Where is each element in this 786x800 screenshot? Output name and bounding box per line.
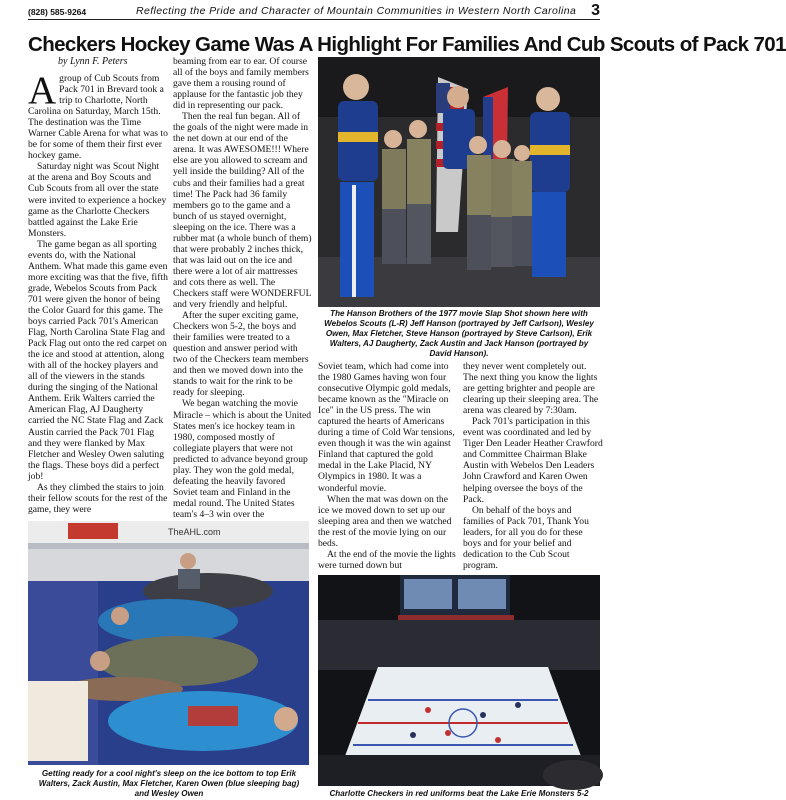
column-1 (28, 69, 168, 515)
paragraph: beaming from ear to ear. Of course all of the boys and family members gave them a rousing round of applause for the fantastic job they did in representing our pack. (173, 56, 309, 112)
paragraph: they never went completely out. The next thing you know the lights are getting brighter and people are clearing up their sleeping area. The arena was cleared by 7:30am. (463, 361, 599, 417)
column-4 (463, 361, 603, 571)
paragraph: On behalf of the boys and families of Pack 701, Thank You leaders, for all you do for these boys and for your belief and dedication to the Cub Scout program. (463, 504, 589, 571)
board-ad-text: TheAHL.com (168, 527, 221, 537)
caption-arena-game: Charlotte Checkers in red uniforms beat the Lake Erie Monsters 5-2 (329, 789, 589, 798)
header-tagline: Reflecting the Pride and Character of Mountain Communities in Western North Carolina (136, 5, 577, 17)
page-header (28, 2, 600, 20)
paragraph: We began watching the movie Miracle – which is about the United States men's ice hockey team in 1980, composed mostly of collegiate players that were not predicted to advance beyond group play. They won the gold medal, defeating the heavily favored Soviet team and Finland in the medal round. The United States team's 4–3 win over the (173, 398, 312, 520)
paragraph: group of Cub Scouts from Pack 701 in Brevard took a trip to Charlotte, North Carolina on Saturday, March 15th. The destination was the Time Warner Cable Arena for what was to be for some of them their first ever hockey game. (28, 73, 168, 162)
paragraph: Soviet team, which had come into the 1980 Games having won four consecutive Olympic gold medals, became known as the "Miracle on Ice" in the US press. The win captured the hearts of Americans during a time of Cold War tensions, even though it was the win against Finland that captured the gold medal in the Lake Placid, NY Olympics in 1980. It was a wonderful movie. (318, 361, 455, 494)
photo-sleeping-on-ice-image (28, 521, 309, 765)
photo-hanson-brothers (318, 57, 600, 307)
paragraph: When the mat was down on the ice we moved down to set up our sleeping area and then we watched the rest of the movie lying on our beds. (318, 493, 452, 549)
caption-sleeping-on-ice: Getting ready for a cool night's sleep on the ice bottom to top Erik Walters, Zack Austin, Max Fletcher, Karen Owen (blue sleeping bag) and Wesley Owen (38, 769, 300, 798)
paragraph: Pack 701's participation in this event was coordinated and led by Tiger Den Leader Heather Crawford and Committee Chairman Blake Austin with Webelos Den Leaders John Crawford and Karen Owen helping oversee the boys of the Pack. (463, 416, 603, 505)
photo-arena-game (318, 575, 600, 786)
column-2 (173, 56, 312, 520)
page-number: 3 (591, 2, 600, 19)
paragraph: After the super exciting game, Checkers won 5-2, the boys and their families were treated to a question and answer period with two of the Checkers team members and then we moved down into the stands to wait for the rink to be ready for sleeping. (173, 310, 309, 399)
photo-sleeping-on-ice (28, 521, 309, 765)
paragraph: At the end of the movie the lights were turned down but (318, 548, 456, 571)
column-3 (318, 361, 458, 571)
photo-hanson-brothers-image (318, 57, 600, 307)
paragraph: Saturday night was Scout Night at the arena and Boy Scouts and Cub Scouts from all over the state were invited to experience a hockey game as the Charlotte Checkers battled against the Lake Erie Monsters. (28, 161, 167, 239)
paragraph: Then the real fun began. All of the goals of the night were made in the net down at our end of the arena. It was AWESOME!!! Where else are you allowed to scream and yell inside the building? All of the cubs and their families had a great time! The Pack had 36 family members go to the game and a bunch of us stayed overnight, sleeping on the ice. There was a rubber mat (a whole bunch of them) that were probably 2 inches thick, that was laid out on the ice and there were a lot of air mattresses and cots there as well. The Checkers staff were WONDERFUL and very friendly and helpful. (173, 111, 312, 311)
headline: Checkers Hockey Game Was A Highlight For Families And Cub Scouts of Pack 701 (28, 33, 786, 56)
byline: by Lynn F. Peters (58, 56, 128, 67)
drop-cap: A (28, 69, 57, 112)
header-phone: (828) 585-9264 (28, 7, 87, 17)
caption-hanson-brothers: The Hanson Brothers of the 1977 movie Slap Shot shown here with Webelos Scouts (L-R) Jeff Hanson (portrayed by Jeff Carlson), Wesley Owen, Max Fletcher, Steve Hanson (portrayed by Steve Carlson), Erik Walters, AJ Daugherty, Zack Austin and Jack Hanson (portrayed by David Hanson). (324, 309, 594, 358)
paragraph: The game began as all sporting events do, with the National Anthem. What made this game even more exciting was that the five, fifth grade, Webelos Scouts from Pack 701 were given the honor of being the Color Guard for this game. The boys carried Pack 701's American Flag, North Carolina State Flag and Pack Flag out onto the red carpet on the ice and stood at attention, along with all of the hockey players and all of the viewers in the stands during the singing of the National Anthem. Erik Walters carried the American Flag, AJ Daugherty carried the NC State Flag and Zack Austin carried the Pack 701 Flag and they were flanked by Max Fletcher and Wesley Owen saluting the flags. These boys did a perfect job! (28, 238, 168, 482)
paragraph: As they climbed the stairs to join their fellow scouts for the rest of the game, they were (28, 481, 168, 515)
photo-arena-game-image (318, 575, 600, 786)
